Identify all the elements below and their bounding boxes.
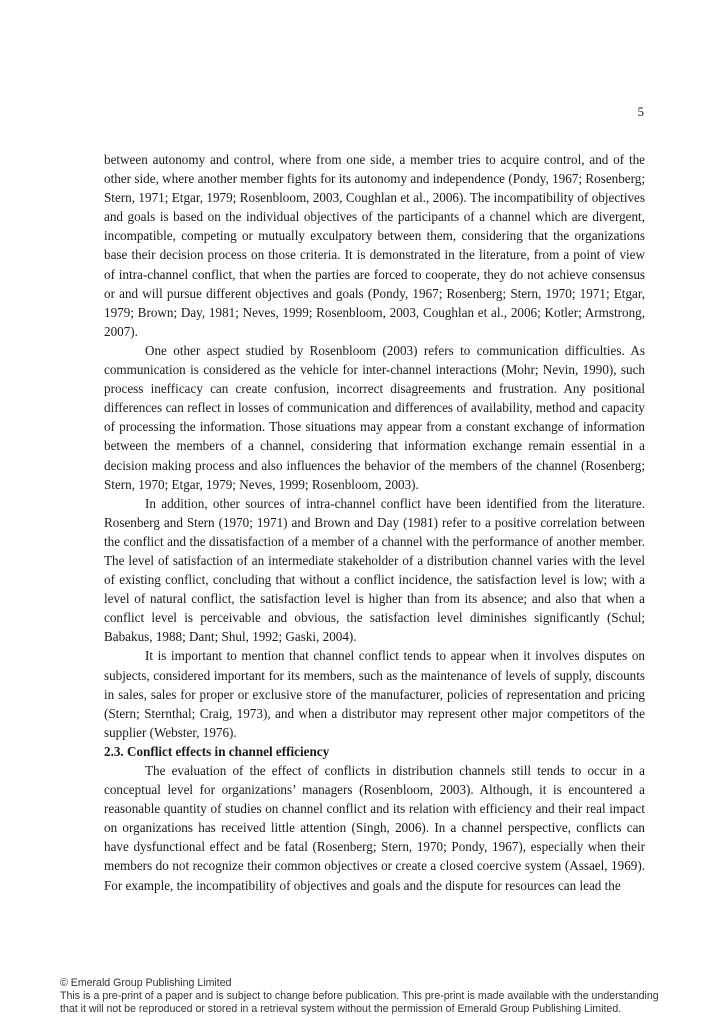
paragraph: One other aspect studied by Rosenbloom (2003) refers to communication difficulties. As communication is considered as the vehicle for inter-channel interactions (Mohr; Nevin, 1990), such process inefficacy can create confusion, incorrect disagreements and frustration. Any positional differences can reflect in losses of communication and differences of availability, method and capacity of processing the information. Those situations may appear from a constant exchange of information between the members of a channel, considering that information exchange remain essential in a decision making process and also influences the behavior of the members of the channel (Rosenberg; Stern, 1970; Etgar, 1979; Neves, 1999; Rosenbloom, 2003). xyxy=(104,342,645,492)
paragraph: between autonomy and control, where from one side, a member tries to acquire control, and of the other side, where another member fights for its autonomy and independence (Pondy, 1967; Rosenberg; Stern, 1971; Etgar, 1979; Rosenbloom, 2003, Coughlan et al., 2006). The incompatibility of objectives and goals is based on the individual objectives of the participants of a channel which are divergent, incompatible, competing or mutually exculpatory between them, considering that the organizations base their decision process on those criteria. It is demonstrated in the literature, from a point of view of intra-channel conflict, that when the parties are forced to cooperate, they do not achieve consensus or and will pursue different objectives and goals (Pondy, 1967; Rosenberg; Stern, 1970; 1971; Etgar, 1979; Brown; Day, 1981; Neves, 1999; Rosenbloom, 2003, Coughlan et al., 2006; Kotler; Armstrong, 2007). xyxy=(104,152,645,339)
publisher-footer xyxy=(60,977,724,1017)
body-text xyxy=(104,150,645,895)
paragraph: The evaluation of the effect of conflicts in distribution channels still tends to occur in a conceptual level for organizations’ managers (Rosenbloom, 2003). Although, it is encountered a reasonable quantity of studies on channel conflict and its relation with efficiency and their real impact on organizations has received little attention (Singh, 2006). In a channel perspective, conflicts can have dysfunctional effect and be fatal (Rosenberg; Stern, 1970; Pondy, 1967), especially when their members do not recognize their common objectives or create a closed coercive system (Assael, 1969). For example, the incompatibility of objectives and goals and the dispute for resources can lead the xyxy=(104,763,645,893)
section-heading: 2.3. Conflict effects in channel efficiency xyxy=(104,743,330,759)
copyright-notice: © Emerald Group Publishing Limited xyxy=(60,977,232,989)
paragraph: In addition, other sources of intra-channel conflict have been identified from the literature. Rosenberg and Stern (1970; 1971) and Brown and Day (1981) refer to a positive correlation between the conflict and the dissatisfaction of a member of a channel with the performance of another member. The level of satisfaction of an intermediate stakeholder of a distribution channel varies with the level of existing conflict, concluding that without a conflict incidence, the satisfaction level is low; with a level of natural conflict, the satisfaction level is higher than from its absence; and also that when a conflict level is perceivable and obvious, the satisfaction level diminishes significantly (Schul; Babakus, 1988; Dant; Shul, 1992; Gaski, 2004). xyxy=(104,495,645,645)
paragraph: It is important to mention that channel conflict tends to appear when it involves disputes on subjects, considered important for its members, such as the maintenance of levels of supply, discounts in sales, sales for proper or exclusive store of the manufacturer, policies of representation and pricing (Stern; Sternthal; Craig, 1973), and when a distributor may represent other major competitors of the supplier (Webster, 1976). xyxy=(104,648,645,740)
preprint-notice-line: This is a pre-print of a paper and is subject to change before publication. This pre-print is made available with the understanding xyxy=(60,990,659,1003)
page-number: 5 xyxy=(637,104,644,119)
preprint-notice-line: that it will not be reproduced or stored in a retrieval system without the permission of Emerald Group Publishing Limited. xyxy=(60,1003,622,1016)
